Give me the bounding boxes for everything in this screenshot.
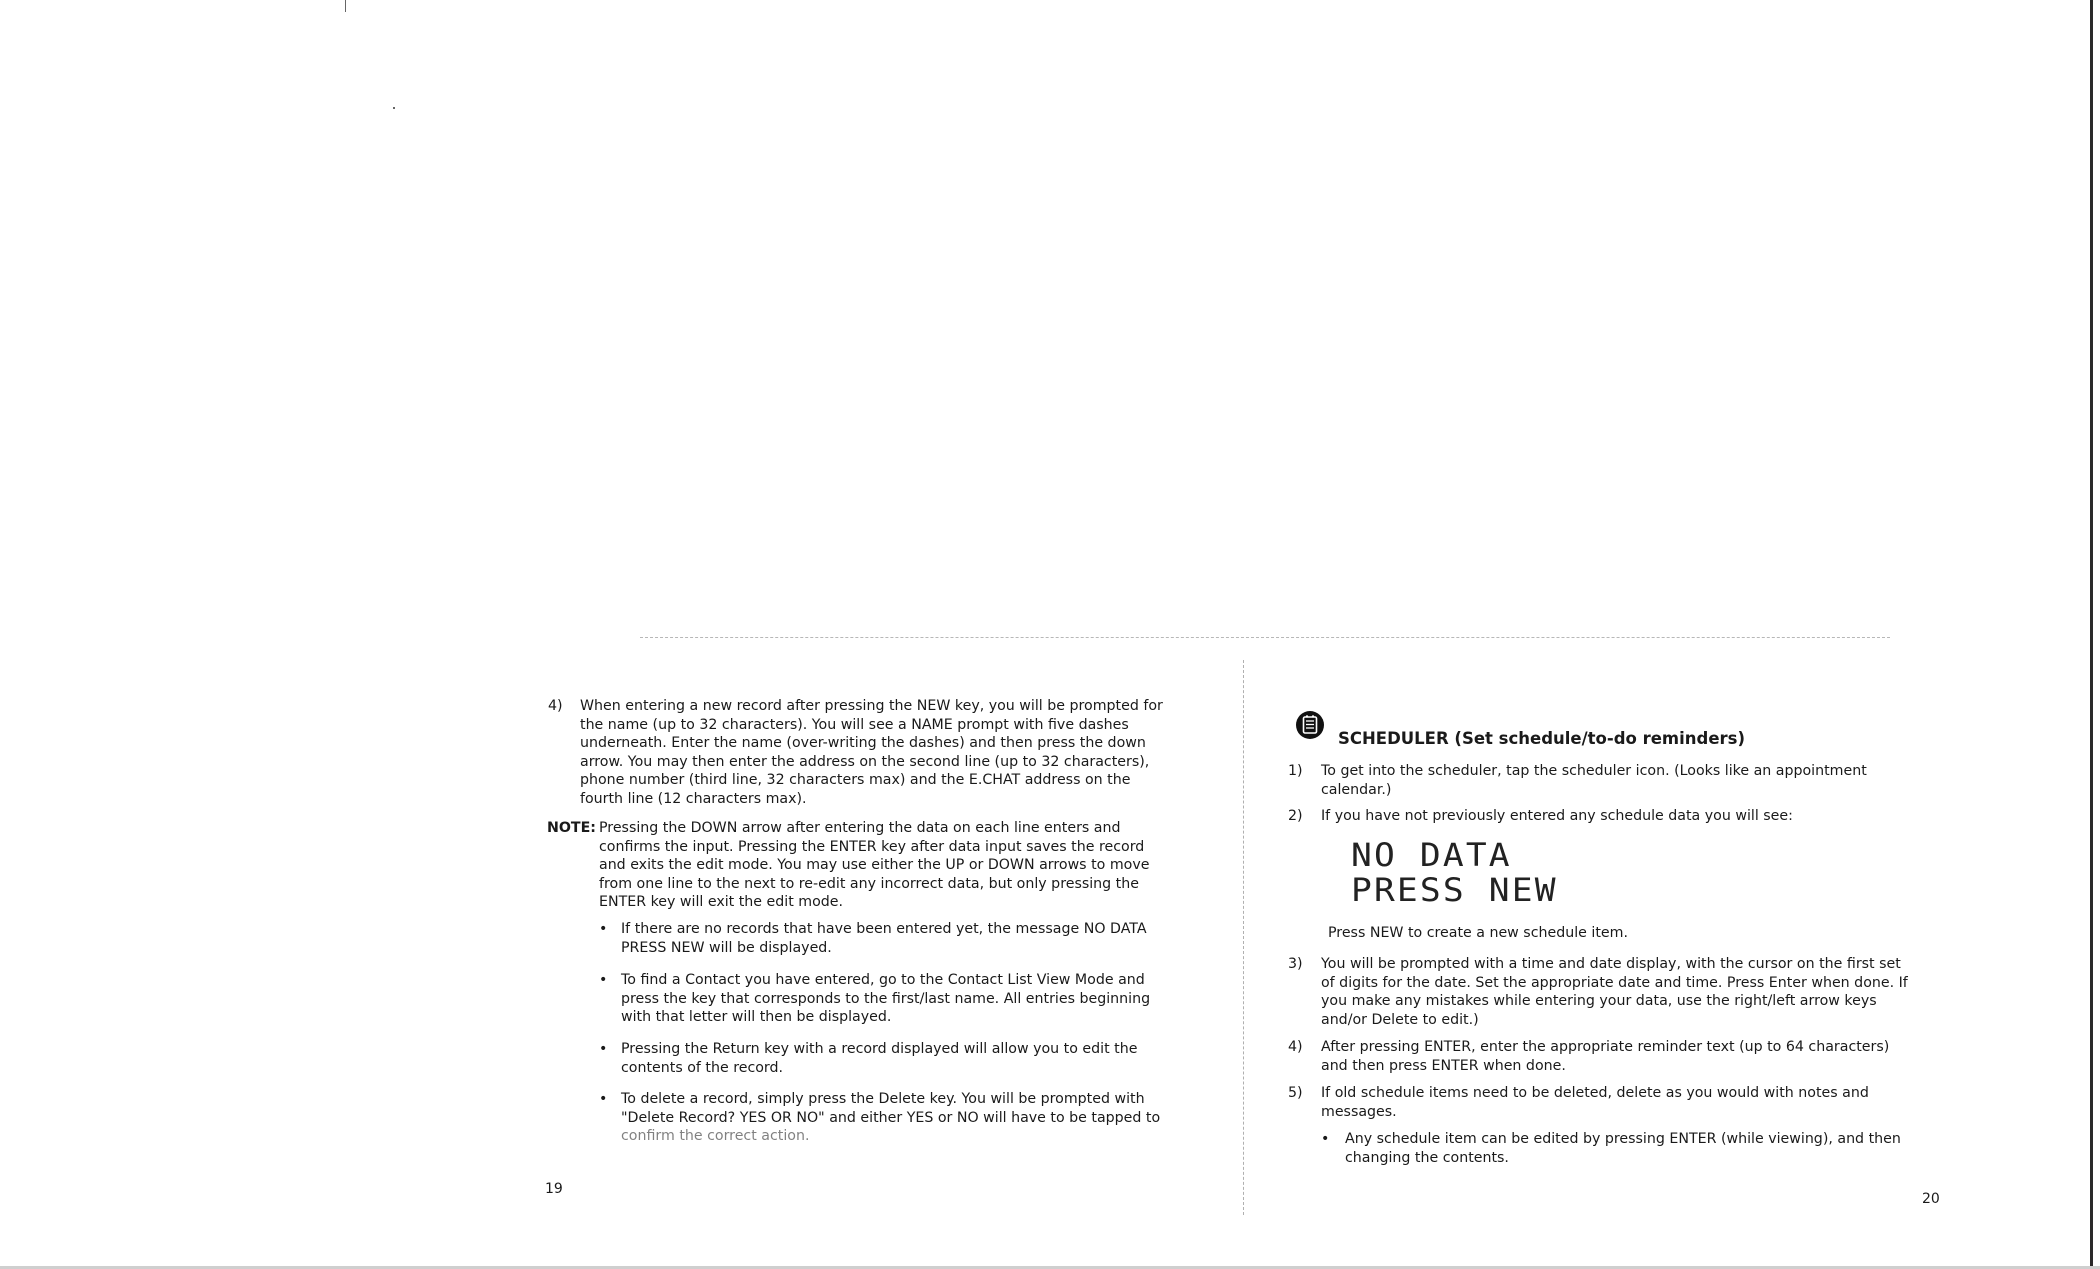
text-line: confirms the input. Pressing the ENTER key after data input saves the record: [599, 838, 1145, 855]
page-edge: [2090, 0, 2093, 1269]
text-line: of digits for the date. Set the appropriate date and time. Press Enter when done. If: [1321, 974, 1908, 991]
text-line: changing the contents.: [1345, 1149, 1509, 1166]
text-line: arrow. You may then enter the address on the second line (up to 32 characters),: [580, 753, 1150, 770]
instruction-text: Press NEW to create a new schedule item.: [1328, 925, 1628, 941]
text-line: calendar.): [1321, 781, 1392, 798]
text-line: To find a Contact you have entered, go to the Contact List View Mode and: [621, 972, 1145, 988]
text-line: contents of the record.: [621, 1059, 784, 1076]
text-line: and exits the edit mode. You may use either the UP or DOWN arrows to move: [599, 857, 1150, 873]
text-line: ENTER key will exit the edit mode.: [599, 894, 844, 910]
text-line: Pressing the Return key with a record displayed will allow you to edit the: [621, 1041, 1138, 1057]
text-line: If there are no records that have been entered yet, the message NO DATA: [621, 921, 1147, 937]
page-number: 20: [1922, 1191, 1940, 1207]
lcd-display-line: NO DATA: [1351, 836, 1512, 874]
lcd-display-line: PRESS NEW: [1351, 871, 1558, 909]
bullet-icon: •: [1321, 1131, 1330, 1147]
text-line: When entering a new record after pressing the NEW key, you will be prompted for: [580, 698, 1163, 714]
text-line: confirm the correct action.: [621, 1128, 810, 1144]
text-line: PRESS NEW will be displayed.: [621, 939, 832, 956]
scheduler-icon: [1295, 710, 1325, 740]
text-line: fourth line (12 characters max).: [580, 790, 807, 807]
item-number: 3): [1288, 956, 1303, 972]
text-line: and then press ENTER when done.: [1321, 1057, 1566, 1074]
scan-speck: [393, 107, 395, 109]
text-line: underneath. Enter the name (over-writing the dashes) and then press the down: [580, 735, 1146, 751]
text-line: "Delete Record? YES OR NO" and either YES or NO will have to be tapped to: [621, 1109, 1161, 1126]
bullet-icon: •: [599, 1091, 608, 1107]
text-line: After pressing ENTER, enter the appropriate reminder text (up to 64 characters): [1321, 1039, 1890, 1055]
text-line: phone number (third line, 32 characters max) and the E.CHAT address on the: [580, 772, 1131, 788]
note-text: [599, 819, 1199, 912]
page-number: 19: [545, 1181, 563, 1197]
note-label: NOTE:: [547, 820, 596, 836]
bullet-icon: •: [599, 921, 608, 937]
scan-edge-line: [640, 637, 1890, 638]
item-text: [580, 697, 1200, 808]
text-line: press the key that corresponds to the first/last name. All entries beginning: [621, 990, 1151, 1007]
text-line: If you have not previously entered any schedule data you will see:: [1321, 808, 1793, 824]
text-line: Pressing the DOWN arrow after entering the data on each line enters and: [599, 820, 1121, 836]
item-number: 2): [1288, 808, 1303, 824]
text-line: you make any mistakes while entering your data, use the right/left arrow keys: [1321, 993, 1877, 1009]
text-line: To delete a record, simply press the Delete key. You will be prompted with: [621, 1091, 1145, 1107]
item-number: 4): [1288, 1039, 1303, 1055]
text-line: You will be prompted with a time and date display, with the cursor on the first set: [1321, 956, 1901, 972]
page-gutter: [1243, 660, 1244, 1215]
item-number: 1): [1288, 763, 1303, 779]
section-heading: SCHEDULER (Set schedule/to-do reminders): [1338, 729, 1746, 748]
text-line: Any schedule item can be edited by pressing ENTER (while viewing), and then: [1345, 1131, 1901, 1147]
text-line: and/or Delete to edit.): [1321, 1011, 1479, 1028]
item-number: 4): [548, 698, 563, 714]
text-line: To get into the scheduler, tap the scheduler icon. (Looks like an appointment: [1321, 763, 1867, 779]
text-line: with that letter will then be displayed.: [621, 1009, 892, 1025]
text-line: the name (up to 32 characters). You will see a NAME prompt with five dashes: [580, 716, 1129, 733]
bullet-icon: •: [599, 972, 608, 988]
text-line: If old schedule items need to be deleted, delete as you would with notes and: [1321, 1085, 1869, 1101]
bullet-icon: •: [599, 1041, 608, 1057]
scan-speck: [345, 0, 346, 12]
item-number: 5): [1288, 1085, 1303, 1101]
text-line: from one line to the next to re-edit any incorrect data, but only pressing the: [599, 875, 1139, 892]
text-line: messages.: [1321, 1103, 1397, 1120]
